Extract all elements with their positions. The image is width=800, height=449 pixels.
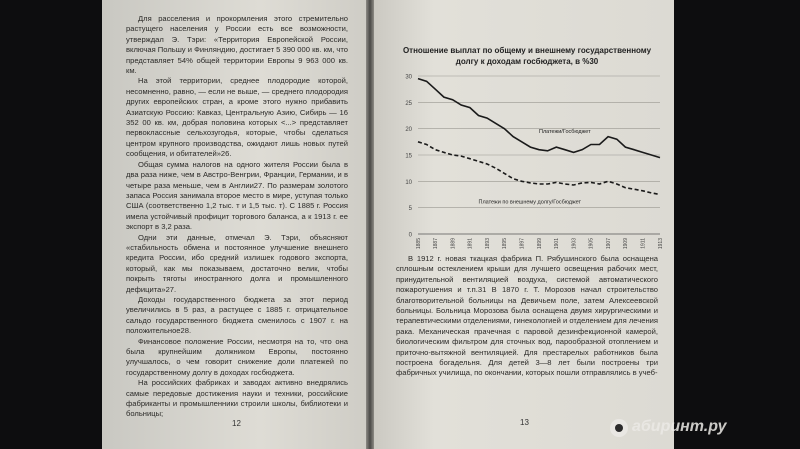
paragraph: Общая сумма налогов на одного жителя России была в два раза ниже, чем в Австро-Венгрии, Франции, Германии, и в четыре раза меньше, чем в Англии27. По размерам золотого запаса Россия занимала второе место в мире, уступая только США (соответственно 1,2 тыс. т и 1,5 тыс. т). С 1885 г. Россия имела устойчивый профицит торгового баланса, а к 1913 г. ее экспорт в 3,2 раза. bbox=[126, 159, 348, 232]
y-tick-label: 0 bbox=[408, 232, 412, 239]
paragraph: Одни эти данные, отмечал Э. Тэри, объясняют «стабильность обмена и постоянное улучшение внешнего кредита России, ибо средний излишек годового экспорта, который, как мы показываем, достаточно велик, чтобы покрыть тяготы иностранного долга и промышленного дефицита»27. bbox=[126, 232, 348, 294]
y-tick-label: 30 bbox=[405, 74, 412, 81]
x-tick-label: 1885 bbox=[415, 238, 422, 250]
series-label: Платежи по внешнему долгу/Госбюджет bbox=[478, 199, 582, 206]
y-tick-label: 20 bbox=[405, 127, 412, 134]
line-chart bbox=[374, 0, 674, 449]
y-tick-label: 15 bbox=[405, 153, 412, 160]
paragraph: На российских фабриках и заводах активно внедрялись самые передовые достижения науки и техники, российские фабриканты и промышленники строили школы, библиотеки и больницы; bbox=[126, 378, 348, 419]
series-line bbox=[418, 79, 660, 158]
x-tick-label: 1893 bbox=[484, 238, 491, 250]
x-tick-label: 1897 bbox=[519, 238, 526, 250]
left-page-text bbox=[126, 14, 348, 420]
x-tick-label: 1905 bbox=[588, 238, 595, 250]
paragraph: Доходы государственного бюджета за этот период увеличились в 5 раз, а растущее с 1885 г. отрицательное сальдо государственного бюджета сменилось с 1907 г. на положительное28. bbox=[126, 294, 348, 336]
page-number: 12 bbox=[232, 419, 241, 428]
left-page bbox=[102, 0, 366, 449]
paragraph: Для расселения и прокормления этого стремительно растущего населения у России есть все возможности, утверждал Э. Тэри: «Территория Европейской России, включая Польшу и Финляндию, достигает 5 390 000 кв. км, что представляет 54% общей территории Европы 9 963 000 кв. км. bbox=[126, 14, 348, 76]
y-tick-label: 10 bbox=[405, 179, 412, 186]
x-tick-label: 1889 bbox=[450, 238, 457, 250]
right-page-text bbox=[396, 254, 658, 379]
x-tick-label: 1895 bbox=[502, 238, 509, 250]
x-tick-label: 1887 bbox=[433, 238, 440, 250]
paragraph: На этой территории, среднее плодородие которой, несомненно, равно, — если не выше, — среднего плодородия других европейских стран, а кроме этого нужно прибавить Азиатскую Россию: Кавказ, Центральную Азию, Сибирь — 16 352 00 кв. км, добрая половина которых <...> представляет первоклассные сельхозугодья, которые, чтобы сделаться центром крупного производства, ожидают лишь новых путей сообщения, и обитателей»26. bbox=[126, 76, 348, 159]
x-tick-label: 1901 bbox=[554, 238, 561, 250]
x-tick-label: 1909 bbox=[623, 238, 630, 250]
x-tick-label: 1903 bbox=[571, 238, 578, 250]
x-tick-label: 1907 bbox=[605, 238, 612, 250]
y-tick-label: 5 bbox=[408, 206, 412, 213]
book-spine bbox=[366, 0, 374, 449]
y-tick-label: 25 bbox=[405, 100, 412, 107]
paragraph: В 1912 г. новая ткацкая фабрика П. Рябушинского была оснащена сплошным остеклением крыши для лучшего освещения рабочих мест, принудительной вентиляцией воздуха, системой автоматического пожаротушения и т.п.31 В 1870 г. Т. Морозов начал строительство благотворительной больницы на Девичьем поле, затем Алексеевской больницы. Больница Морозова была оснащена двумя хирургическими и терапевтическими отделениями, гинекологией и отделением для лечения рака. Механическая прачечная с паровой дезинфекционной камерой, биологическим фильтром для сточных вод, парообразной отоплением и приточно-вытяжной вентиляцией. Для престарелых работников была построена богадельня. Для детей 3—8 лет были построены три фабричных училища, по окончании, которых пошли отправлялись в учеб- bbox=[396, 254, 658, 378]
series-label: Платежи/Госбюджет bbox=[539, 128, 591, 135]
x-tick-label: 1913 bbox=[657, 238, 664, 250]
x-tick-label: 1899 bbox=[536, 238, 543, 250]
x-tick-label: 1911 bbox=[640, 238, 647, 249]
chart-title: Отношение выплат по общему и внешнему государственному долгу к доходам госбюджета, в %30 bbox=[402, 46, 652, 66]
watermark-logo-icon bbox=[610, 419, 628, 437]
right-page bbox=[374, 0, 674, 449]
watermark: абиринт.ру bbox=[632, 418, 727, 435]
paragraph: Финансовое положение России, несмотря на то, что она была крупнейшим должником Европы, постоянно улучшалось, о чем говорит снижение доли платежей по государственному долгу в доходах госбюджета. bbox=[126, 336, 348, 377]
x-tick-label: 1891 bbox=[467, 238, 474, 250]
page-number: 13 bbox=[520, 418, 529, 427]
